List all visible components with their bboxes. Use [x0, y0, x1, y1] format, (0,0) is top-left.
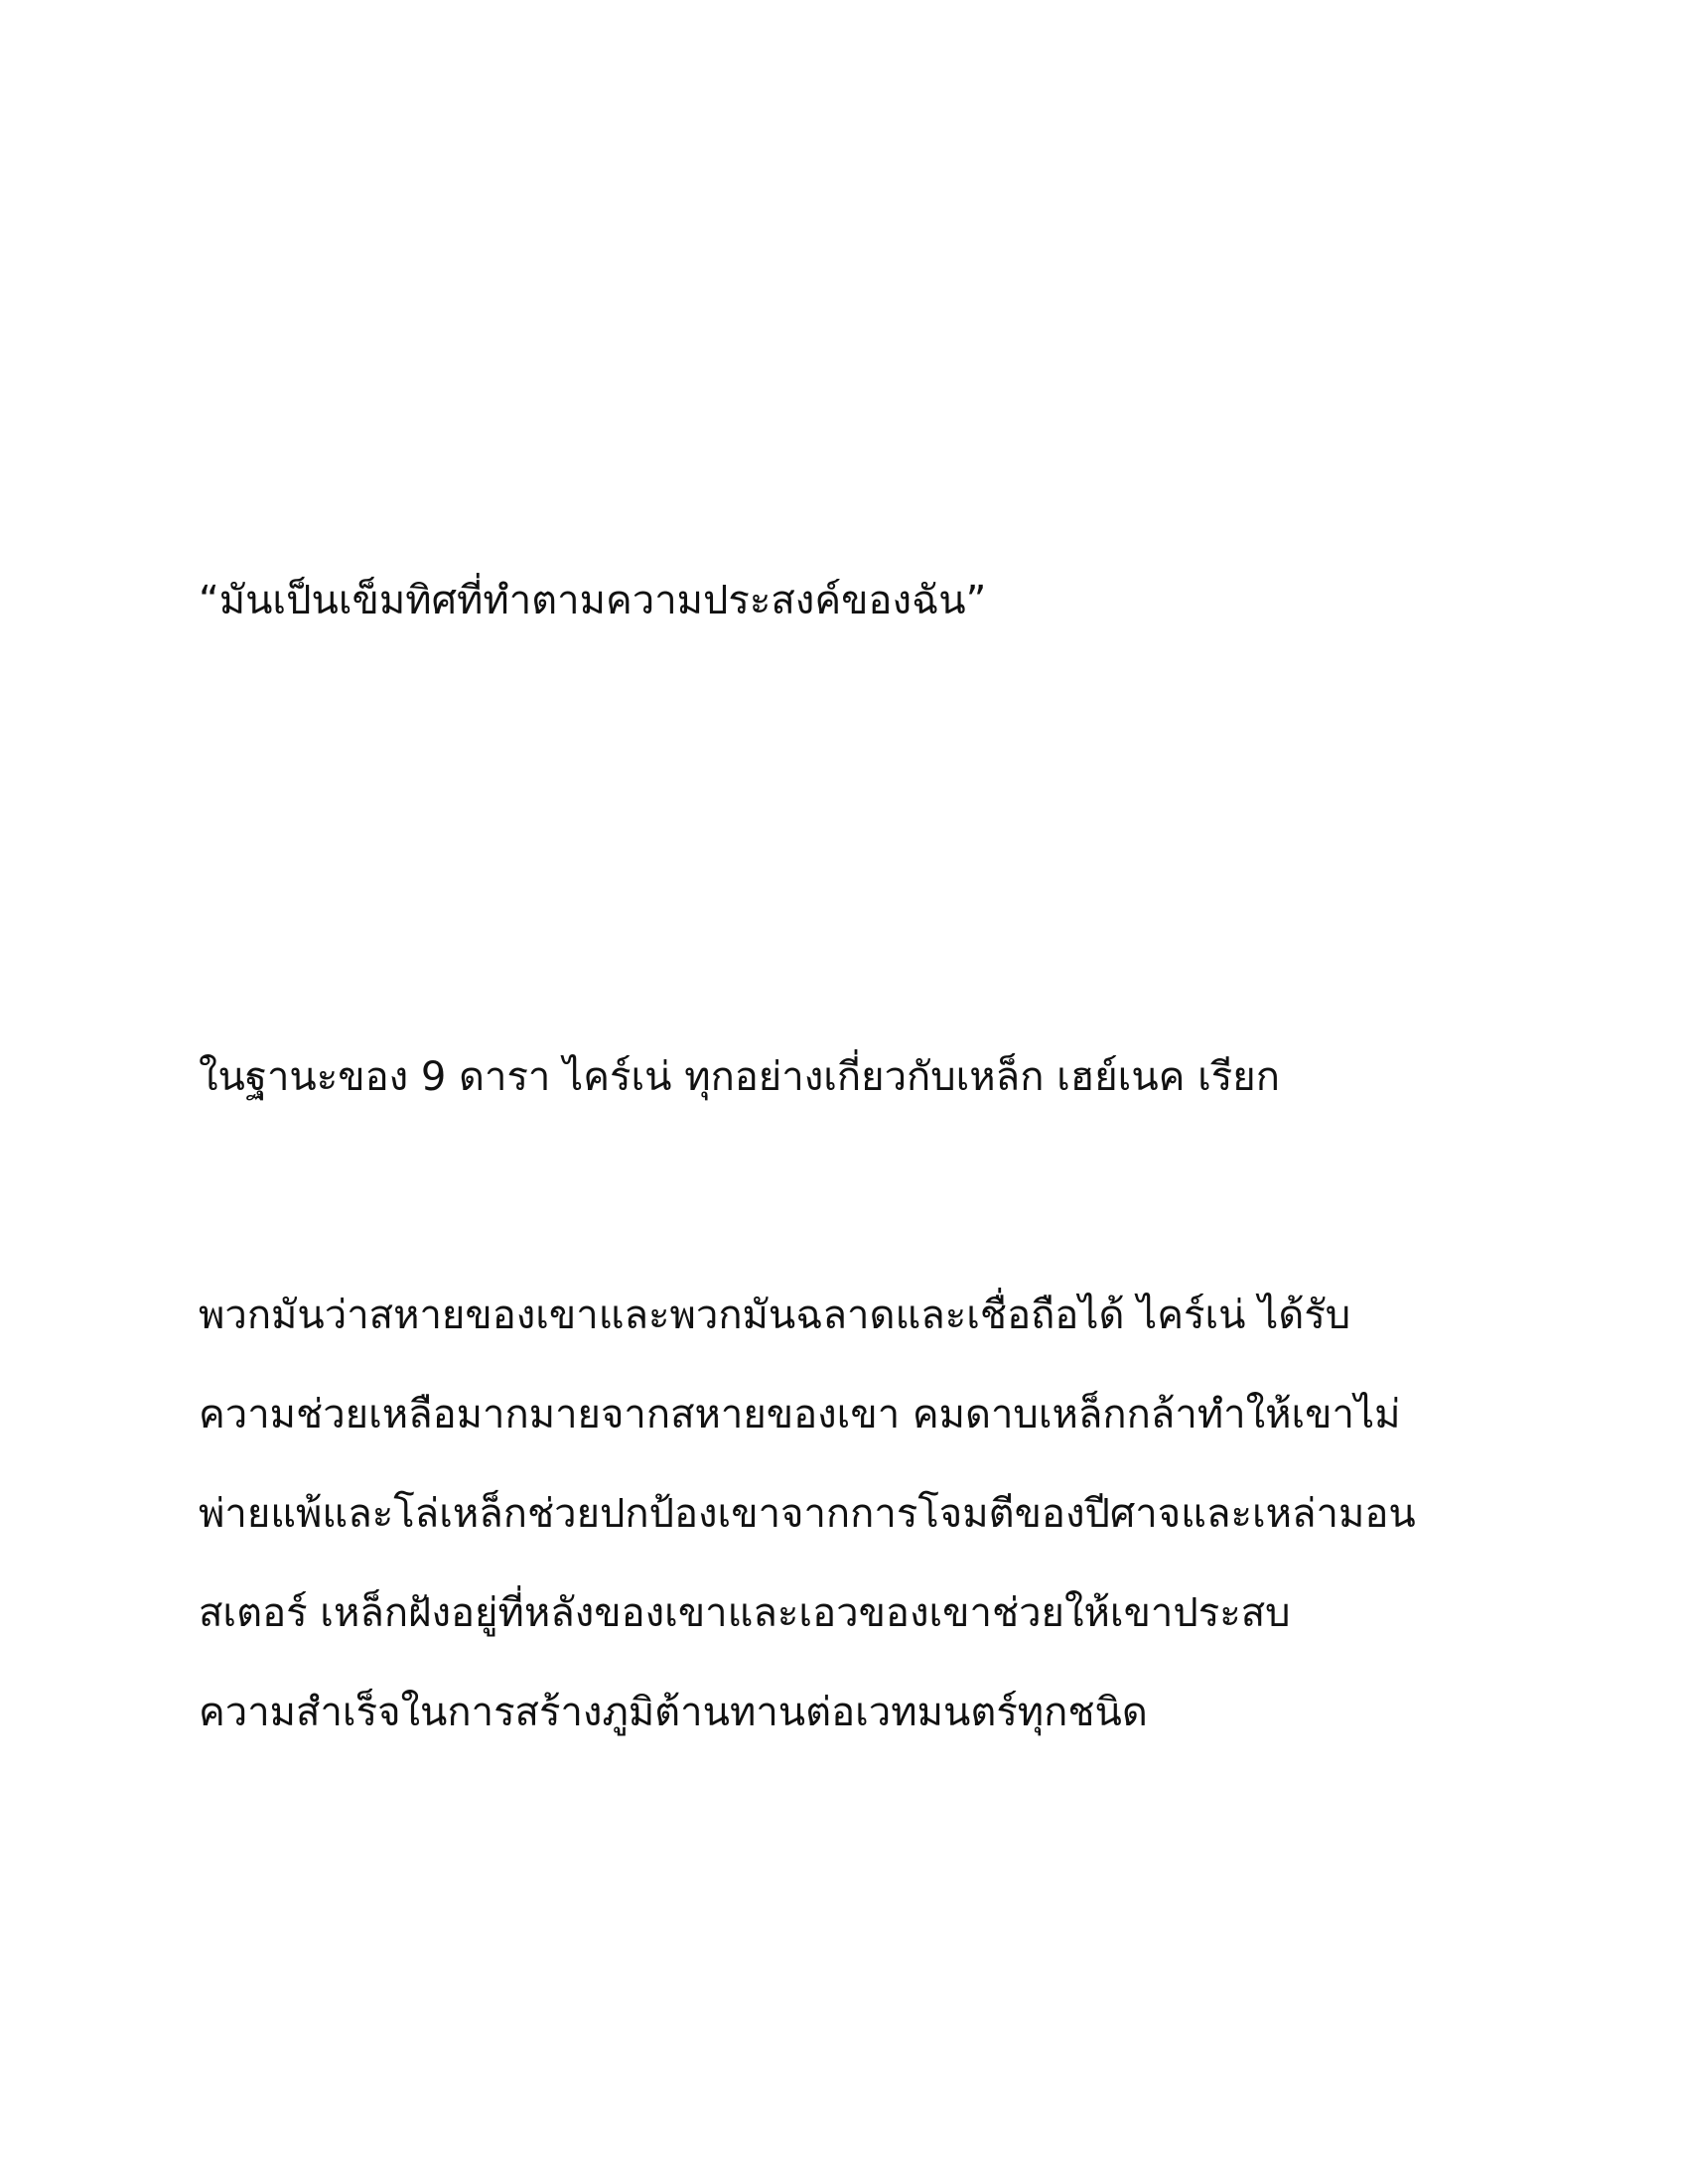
paragraph-2-line-3: พ่ายแพ้และโล่เหล็กช่วยปกป้องเขาจากการโจมตีของปีศาจและเหล่ามอน — [199, 1491, 1416, 1537]
paragraph-2-line-1: พวกมันว่าสหายของเขาและพวกมันฉลาดและเชื่อถือได้ ไคร์เน่ ได้รับ — [199, 1293, 1351, 1338]
paragraph-1-line-1: ในฐานะของ 9 ดารา ไคร์เน่ ทุกอย่างเกี่ยวกับเหล็ก เฮย์เนค เรียก — [199, 1054, 1280, 1100]
quote-text: “มันเป็นเข็มทิศที่ทำตามความประสงค์ของฉัน” — [199, 578, 987, 623]
paragraph-2-line-5: ความสำเร็จในการสร้างภูมิต้านทานต่อเวทมนตร์ทุกชนิด — [199, 1690, 1148, 1735]
paragraph-2-line-4: สเตอร์ เหล็กฝังอยู่ที่หลังของเขาและเอวของเขาช่วยให้เขาประสบ — [199, 1590, 1291, 1636]
paragraph-2-line-2: ความช่วยเหลือมากมายจากสหายของเขา คมดาบเหล็กกล้าทำให้เขาไม่ — [199, 1392, 1401, 1437]
